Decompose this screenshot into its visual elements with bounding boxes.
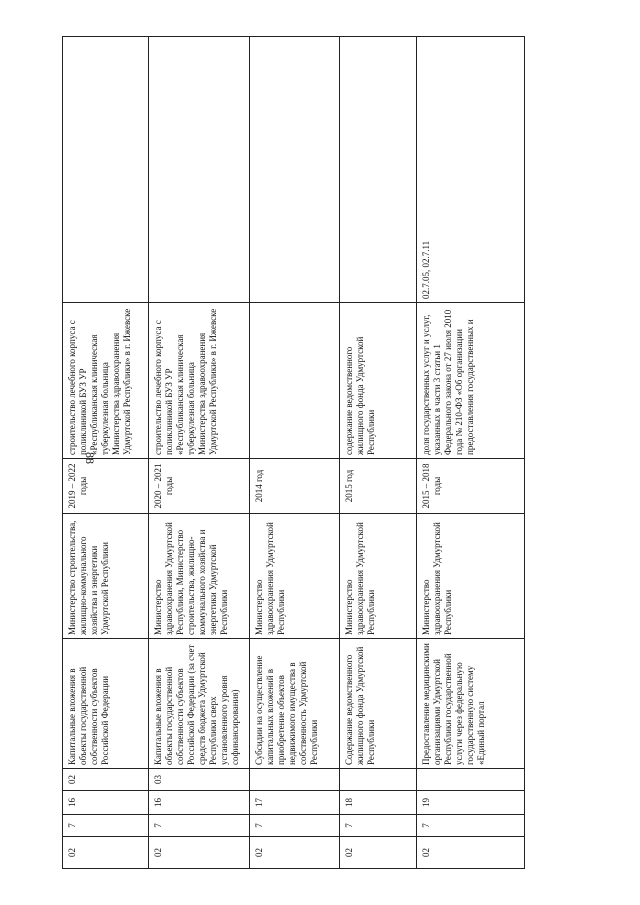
period-cell: 2015 год (340, 459, 417, 514)
om-code-cell: 18 (340, 791, 417, 815)
gp-code-cell: 02 (149, 837, 250, 869)
period-cell: 2014 год (250, 459, 340, 514)
table-row (63, 37, 149, 869)
om-code-cell: 17 (250, 791, 340, 815)
om-code-cell: 16 (149, 791, 250, 815)
indicator-link-cell: 02.7.05, 02.7.11 (417, 37, 525, 303)
executor-cell: Министерство здравоохранения Удмуртской Республики (250, 514, 340, 639)
indicator-link-cell (340, 37, 417, 303)
result-cell: содержание ведомственного жилищного фонда Удмуртской Республики (340, 303, 417, 459)
result-cell: строительство лечебного корпуса с поликлиникой БУЗ УР «Республиканская клиническая туберкулезная больница Министерства здравоохранения Удмуртской Республики» в г. Ижевске (63, 303, 149, 459)
result-cell: доля государственных услуг и услуг, указанных в части 3 статьи 1 Федерального закона от 27 июля 2010 года № 210-ФЗ «Об организации предоставления государственных и (417, 303, 525, 459)
period-cell: 2015 – 2018 годы (417, 459, 525, 514)
measure-name-cell: Содержание ведомственного жилищного фонда Удмуртской Республики (340, 639, 417, 769)
measure-name-cell: Субсидии на осуществление капитальных вложений в приобретение объектов недвижимого имущества в собственность Удмуртской Республики (250, 639, 340, 769)
table-row (417, 37, 525, 869)
pp-code-cell: 7 (340, 815, 417, 837)
result-cell (250, 303, 340, 459)
period-cell: 2020 – 2021 годы (149, 459, 250, 514)
m-code-cell: 03 (149, 769, 250, 791)
om-code-cell: 19 (417, 791, 525, 815)
gp-code-cell: 02 (250, 837, 340, 869)
executor-cell: Министерство строительства, жилищно-коммунального хозяйства и энергетики Удмуртской Республики (63, 514, 149, 639)
measure-name-cell: Капитальные вложения в объекты государственной собственности субъектов Российской Федерации (63, 639, 149, 769)
measure-name-cell: Капитальные вложения в объекты государственной собственности субъектов Российской Федерации (за счет средств бюджета Удмуртской Республики сверх установленного уровня софинансирования) (149, 639, 250, 769)
gp-code-cell: 02 (340, 837, 417, 869)
executor-cell: Министерство здравоохранения Удмуртской Республики (417, 514, 525, 639)
indicator-link-cell (250, 37, 340, 303)
table-row (250, 37, 340, 869)
indicator-link-cell (63, 37, 149, 303)
table-row (149, 37, 250, 869)
table-row (340, 37, 417, 869)
executor-cell: Министерство здравоохранения Удмуртской Республики, Министерство строительства, жилищно-коммунального хозяйства и энергетики Удмуртской Республики (149, 514, 250, 639)
m-code-cell: 02 (63, 769, 149, 791)
pp-code-cell: 7 (149, 815, 250, 837)
program-table-wrapper (62, 37, 524, 869)
pp-code-cell: 7 (417, 815, 525, 837)
m-code-cell (417, 769, 525, 791)
gp-code-cell: 02 (417, 837, 525, 869)
m-code-cell (250, 769, 340, 791)
pp-code-cell: 7 (250, 815, 340, 837)
executor-cell: Министерство здравоохранения Удмуртской Республики (340, 514, 417, 639)
pp-code-cell: 7 (63, 815, 149, 837)
om-code-cell: 16 (63, 791, 149, 815)
period-cell: 2019 – 2022 годы (63, 459, 149, 514)
m-code-cell (340, 769, 417, 791)
indicator-link-cell (149, 37, 250, 303)
measure-name-cell: Предоставление медицинскими организациями Удмуртской Республики государственной услуги через федеральную государственную систему «Единый портал (417, 639, 525, 769)
page-number: 88 (83, 452, 97, 464)
result-cell: строительство лечебного корпуса с поликлиникой БУЗ УР «Республиканская клиническая туберкулезная больница Министерства здравоохранения Удмуртской Республики» в г. Ижевске (149, 303, 250, 459)
program-table (62, 36, 525, 869)
gp-code-cell: 02 (63, 837, 149, 869)
